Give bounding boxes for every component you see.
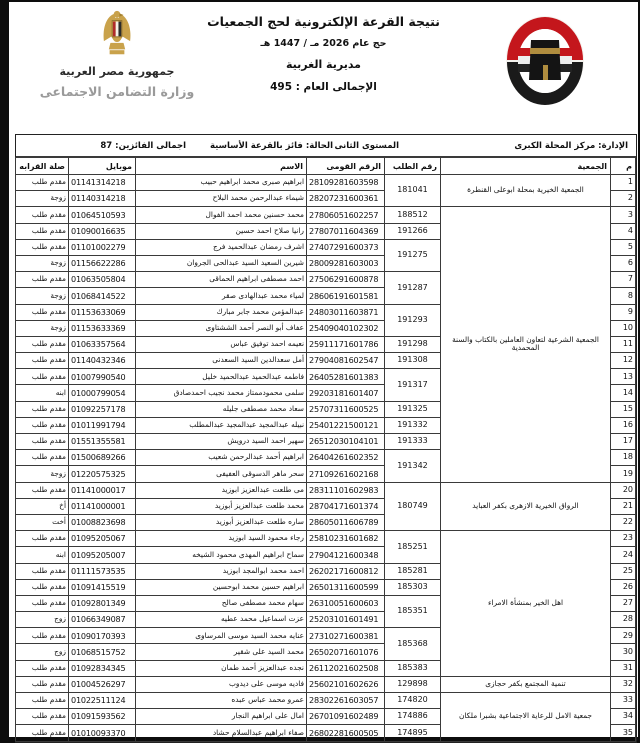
national-id: 28606191601581: [307, 288, 385, 304]
mobile-number: 01141000001: [69, 498, 136, 514]
ministry-name: وزارة التضامن الاجتماعى: [39, 84, 195, 99]
mobile-number: 01111573535: [69, 563, 136, 579]
relationship: مقدم طلب: [16, 482, 69, 498]
national-id: 27904121600348: [307, 547, 385, 563]
row-number: 4: [611, 223, 636, 239]
pilgrim-name: سعاد محمد مصطفى جليله: [136, 401, 307, 417]
mobile-number: 01551355581: [69, 434, 136, 450]
national-id: 28207231600361: [307, 191, 385, 207]
pilgrim-name: نعيمه احمد توفيق عباس: [136, 336, 307, 352]
relationship: زوجة: [16, 320, 69, 336]
relationship: مقدم طلب: [16, 676, 69, 692]
directorate-name: مديرية الغربية: [285, 58, 361, 71]
national-id: 27506291600878: [307, 272, 385, 288]
request-number: 185281: [385, 563, 441, 579]
pilgrim-name: صفاء ابراهيم عبدالسلام حشاد: [136, 725, 307, 741]
row-number: 16: [611, 417, 636, 433]
national-id: 26502071601076: [307, 644, 385, 660]
request-number: 174895: [385, 725, 441, 741]
mobile-number: 01010093370: [69, 725, 136, 741]
status-label: الحالة: فائز بالقرعة الأساسية: [209, 141, 333, 151]
relationship: أخ: [16, 498, 69, 514]
request-number: 185303: [385, 579, 441, 595]
mobile-number: 01022511124: [69, 693, 136, 709]
national-id: 25810231601682: [307, 531, 385, 547]
association-name: تنمية المجتمع بكفر حجازى: [441, 676, 611, 692]
national-id: 25911171601786: [307, 336, 385, 352]
table-row: [16, 482, 636, 498]
row-number: 3: [611, 207, 636, 223]
relationship: مقدم طلب: [16, 272, 69, 288]
winners-total-label: اجمالى الفائزين: 87: [100, 141, 186, 151]
relationship: زوج: [16, 612, 69, 628]
mobile-number: 01153633069: [69, 304, 136, 320]
row-number: 6: [611, 255, 636, 271]
association-name: الجمعية الشرعية لتعاون العاملين بالكتاب والسنة المحمدية: [441, 207, 611, 482]
national-id: 26202171600812: [307, 563, 385, 579]
document-sheet: [9, 2, 638, 737]
col-header-name: الاسم: [136, 158, 307, 175]
request-number: 191275: [385, 239, 441, 271]
mobile-number: 01011991794: [69, 417, 136, 433]
results-table-body: [16, 175, 636, 742]
relationship: زوجة: [16, 288, 69, 304]
mobile-number: 01068414522: [69, 288, 136, 304]
national-id: 28704171601374: [307, 498, 385, 514]
request-number: 191325: [385, 401, 441, 417]
row-number: 26: [611, 579, 636, 595]
request-number: 191266: [385, 223, 441, 239]
mobile-number: 01092834345: [69, 660, 136, 676]
mobile-number: 01008823698: [69, 514, 136, 530]
request-number: 191342: [385, 450, 441, 482]
grand-total: الإجمالى العام : 495: [270, 81, 377, 93]
col-header-association: الجمعية: [441, 158, 611, 175]
col-header-mobile: موبايل: [69, 158, 136, 175]
relationship: ابنه: [16, 547, 69, 563]
table-row: [16, 207, 636, 223]
national-id: 29203181601407: [307, 385, 385, 401]
pilgrim-name: أمل سعدالدين السيد السعدنى: [136, 353, 307, 369]
pilgrim-name: محمد طلعت عبدالعزيز أبوزيد: [136, 498, 307, 514]
relationship: مقدم طلب: [16, 628, 69, 644]
mobile-number: 01000799054: [69, 385, 136, 401]
national-id: 26405281601383: [307, 369, 385, 385]
table-row: [16, 531, 636, 547]
relationship: مقدم طلب: [16, 401, 69, 417]
pilgrim-name: ابراهيم حسين محمد ابوحسين: [136, 579, 307, 595]
row-number: 10: [611, 320, 636, 336]
mobile-number: 01101002279: [69, 239, 136, 255]
mobile-number: 01091415519: [69, 579, 136, 595]
mobile-number: 01064510593: [69, 207, 136, 223]
national-id: 26112021602508: [307, 660, 385, 676]
national-id: 27807011604369: [307, 223, 385, 239]
row-number: 30: [611, 644, 636, 660]
national-id: 27407291600373: [307, 239, 385, 255]
request-number: 191333: [385, 434, 441, 450]
national-id: 26310051600603: [307, 595, 385, 611]
relationship: مقدم طلب: [16, 336, 69, 352]
national-id: 25203101601491: [307, 612, 385, 628]
national-id: 28302261603057: [307, 693, 385, 709]
mobile-number: 01007990540: [69, 369, 136, 385]
level-label: المستوى الثانى: [334, 141, 399, 151]
mobile-number: 01066349087: [69, 612, 136, 628]
row-number: 27: [611, 595, 636, 611]
national-id: 27806051602257: [307, 207, 385, 223]
request-number: 191332: [385, 417, 441, 433]
hajj-committee-logo-icon: [504, 10, 586, 108]
request-number: 174886: [385, 709, 441, 725]
row-number: 28: [611, 612, 636, 628]
relationship: مقدم طلب: [16, 304, 69, 320]
mobile-number: 01090170393: [69, 628, 136, 644]
request-number: 185368: [385, 628, 441, 660]
row-number: 23: [611, 531, 636, 547]
pilgrim-name: نبيله عبدالمجيد عبدالمجيد عبدالمطلب: [136, 417, 307, 433]
relationship: مقدم طلب: [16, 239, 69, 255]
request-number: 185351: [385, 595, 441, 627]
pilgrim-name: شيرين السعيد السيد عبدالحى الجروان: [136, 255, 307, 271]
pilgrim-name: رجاء محمود السيد ابوزيد: [136, 531, 307, 547]
relationship: مقدم طلب: [16, 207, 69, 223]
relationship: مقدم طلب: [16, 369, 69, 385]
row-number: 34: [611, 709, 636, 725]
national-id: 27904081602547: [307, 353, 385, 369]
row-number: 1: [611, 175, 636, 191]
document-title: نتيجة القرعة الإلكترونية لحج الجمعيات: [207, 14, 440, 29]
mobile-number: 01063357564: [69, 336, 136, 352]
relationship: مقدم طلب: [16, 175, 69, 191]
mobile-number: 01156622286: [69, 255, 136, 271]
mobile-number: 01220575325: [69, 466, 136, 482]
pilgrim-name: فاطمه عبدالحميد عبدالحميد خليل: [136, 369, 307, 385]
row-number: 13: [611, 369, 636, 385]
col-header-request: رقم الطلب: [385, 158, 441, 175]
pilgrim-name: عبدالمؤمن محمد جابر مبارك: [136, 304, 307, 320]
national-id: 28311101602983: [307, 482, 385, 498]
pilgrim-name: شيماء عبدالرحمن محمد البلاح: [136, 191, 307, 207]
national-id: 25409040102302: [307, 320, 385, 336]
national-id: 25707311600525: [307, 401, 385, 417]
national-id: 28009281603003: [307, 255, 385, 271]
national-id: 27109261602168: [307, 466, 385, 482]
pilgrim-name: عفاف أبو النصر أحمد الششتاوى: [136, 320, 307, 336]
pilgrim-name: ابراهيم صبرى محمد ابراهيم حبيب: [136, 175, 307, 191]
national-id: 28605011606789: [307, 514, 385, 530]
row-number: 19: [611, 466, 636, 482]
national-id: 27310271600381: [307, 628, 385, 644]
row-number: 8: [611, 288, 636, 304]
pilgrim-name: عزت اسماعيل محمد عطيه: [136, 612, 307, 628]
row-number: 11: [611, 336, 636, 352]
table-header-row: [16, 158, 636, 175]
national-id: 26501311600599: [307, 579, 385, 595]
request-number: 191298: [385, 336, 441, 352]
info-bar: [16, 135, 636, 157]
pilgrim-name: رانيا صلاح احمد حسين: [136, 223, 307, 239]
mobile-number: 01095205067: [69, 531, 136, 547]
national-id: 25602101602626: [307, 676, 385, 692]
pilgrim-name: سماح ابراهيم المهدى محمود الشيخه: [136, 547, 307, 563]
col-header-relation: صلة القرابه: [16, 158, 69, 175]
association-name: اهل الخير بمنشأة الامراء: [441, 531, 611, 677]
row-number: 12: [611, 353, 636, 369]
national-id: 26701091602489: [307, 709, 385, 725]
hajj-year: حج عام 2026 مـ / 1447 هـ: [260, 38, 387, 49]
relationship: مقدم طلب: [16, 450, 69, 466]
national-id: 25401221500121: [307, 417, 385, 433]
pilgrim-name: ساره طلعت عبدالعزيز أبوزيد: [136, 514, 307, 530]
national-id: 26802281600505: [307, 725, 385, 741]
request-number: 191293: [385, 304, 441, 336]
request-number: 181041: [385, 175, 441, 207]
pilgrim-name: محمد حسنين محمد احمد الفوال: [136, 207, 307, 223]
mobile-number: 01095205007: [69, 547, 136, 563]
pilgrim-name: سهام محمد مصطفى صالح: [136, 595, 307, 611]
mobile-number: 01141314218: [69, 175, 136, 191]
row-number: 25: [611, 563, 636, 579]
pilgrim-name: فاديه موسى على ديدوب: [136, 676, 307, 692]
relationship: زوجة: [16, 255, 69, 271]
document-header: [9, 2, 638, 130]
row-number: 35: [611, 725, 636, 741]
relationship: زوجة: [16, 466, 69, 482]
mobile-number: 01092801349: [69, 595, 136, 611]
mobile-number: 01090016635: [69, 223, 136, 239]
table-row: [16, 175, 636, 191]
pilgrim-name: مى طلعت عبدالعزيز ابوزيد: [136, 482, 307, 498]
row-number: 24: [611, 547, 636, 563]
row-number: 5: [611, 239, 636, 255]
request-number: 185251: [385, 531, 441, 563]
row-number: 33: [611, 693, 636, 709]
row-number: 9: [611, 304, 636, 320]
relationship: مقدم طلب: [16, 595, 69, 611]
national-id: 26512030104101: [307, 434, 385, 450]
relationship: مقدم طلب: [16, 223, 69, 239]
administration-label: الإدارة: مركز المحلة الكبرى: [514, 141, 628, 151]
request-number: 174820: [385, 693, 441, 709]
pilgrim-name: امال على ابراهيم النجار: [136, 709, 307, 725]
national-id: 26404261602352: [307, 450, 385, 466]
mobile-number: 01092257178: [69, 401, 136, 417]
request-number: 191308: [385, 353, 441, 369]
row-number: 18: [611, 450, 636, 466]
mobile-number: 01141000017: [69, 482, 136, 498]
table-row: [16, 676, 636, 692]
relationship: مقدم طلب: [16, 417, 69, 433]
relationship: مقدم طلب: [16, 693, 69, 709]
republic-name: جمهورية مصر العربية: [59, 65, 175, 78]
association-name: الرواق الخيرية الازهرى بكفر العبايد: [441, 482, 611, 531]
row-number: 2: [611, 191, 636, 207]
pilgrim-name: احمد محمد ابوالمجد ابوزيد: [136, 563, 307, 579]
results-box: [15, 134, 637, 743]
pilgrim-name: احمد مصطفى ابراهيم الحماقى: [136, 272, 307, 288]
request-number: 185383: [385, 660, 441, 676]
col-header-number: م: [611, 158, 636, 175]
relationship: مقدم طلب: [16, 434, 69, 450]
relationship: مقدم طلب: [16, 531, 69, 547]
request-number: 191317: [385, 369, 441, 401]
row-number: 20: [611, 482, 636, 498]
pilgrim-name: سهير احمد السيد درويش: [136, 434, 307, 450]
mobile-number: 01140432346: [69, 353, 136, 369]
relationship: زوجة: [16, 191, 69, 207]
mobile-number: 01063505804: [69, 272, 136, 288]
table-row: [16, 693, 636, 709]
pilgrim-name: سلمى محمودممتاز محمد نجيب احمدصادق: [136, 385, 307, 401]
relationship: مقدم طلب: [16, 725, 69, 741]
mobile-number: 01068515752: [69, 644, 136, 660]
mobile-number: 01140314218: [69, 191, 136, 207]
mobile-number: 01004526297: [69, 676, 136, 692]
request-number: 191287: [385, 272, 441, 304]
row-number: 17: [611, 434, 636, 450]
request-number: 188512: [385, 207, 441, 223]
pilgrim-name: اشرف رمضان عبدالحميد فرج: [136, 239, 307, 255]
row-number: 14: [611, 385, 636, 401]
relationship: ابنه: [16, 385, 69, 401]
association-name: الجمعية الخيرية بمحلة ابوعلى القنطرة: [441, 175, 611, 207]
row-number: 21: [611, 498, 636, 514]
relationship: مقدم طلب: [16, 579, 69, 595]
pilgrim-name: عنايه محمد السيد موسى المرساوى: [136, 628, 307, 644]
relationship: زوج: [16, 644, 69, 660]
col-header-national-id: الرقم القومى: [307, 158, 385, 175]
pilgrim-name: ابراهيم أحمد عبدالرحمن شعيب: [136, 450, 307, 466]
relationship: أخت: [16, 514, 69, 530]
pilgrim-name: محمد السيد على شقير: [136, 644, 307, 660]
relationship: مقدم طلب: [16, 563, 69, 579]
relationship: مقدم طلب: [16, 660, 69, 676]
row-number: 22: [611, 514, 636, 530]
row-number: 31: [611, 660, 636, 676]
national-id: 24803011603871: [307, 304, 385, 320]
mobile-number: 01153633369: [69, 320, 136, 336]
pilgrim-name: نجده عبدالعزيز أحمد طمان: [136, 660, 307, 676]
pilgrim-name: سحر ماهر الدسوقى العفيفى: [136, 466, 307, 482]
pilgrim-name: عمرو محمد عباس عبده: [136, 693, 307, 709]
row-number: 15: [611, 401, 636, 417]
relationship: مقدم طلب: [16, 709, 69, 725]
row-number: 32: [611, 676, 636, 692]
national-id: 28109281603598: [307, 175, 385, 191]
request-number: 180749: [385, 482, 441, 531]
row-number: 7: [611, 272, 636, 288]
relationship: مقدم طلب: [16, 353, 69, 369]
association-name: جمعية الامل للرعاية الاجتماعية بشبرا ملكان: [441, 693, 611, 742]
row-number: 29: [611, 628, 636, 644]
mobile-number: 01500689266: [69, 450, 136, 466]
pilgrim-name: لمياء محمد عبدالهادى صقر: [136, 288, 307, 304]
results-table: [15, 157, 636, 742]
request-number: 129898: [385, 676, 441, 692]
mobile-number: 01091593562: [69, 709, 136, 725]
